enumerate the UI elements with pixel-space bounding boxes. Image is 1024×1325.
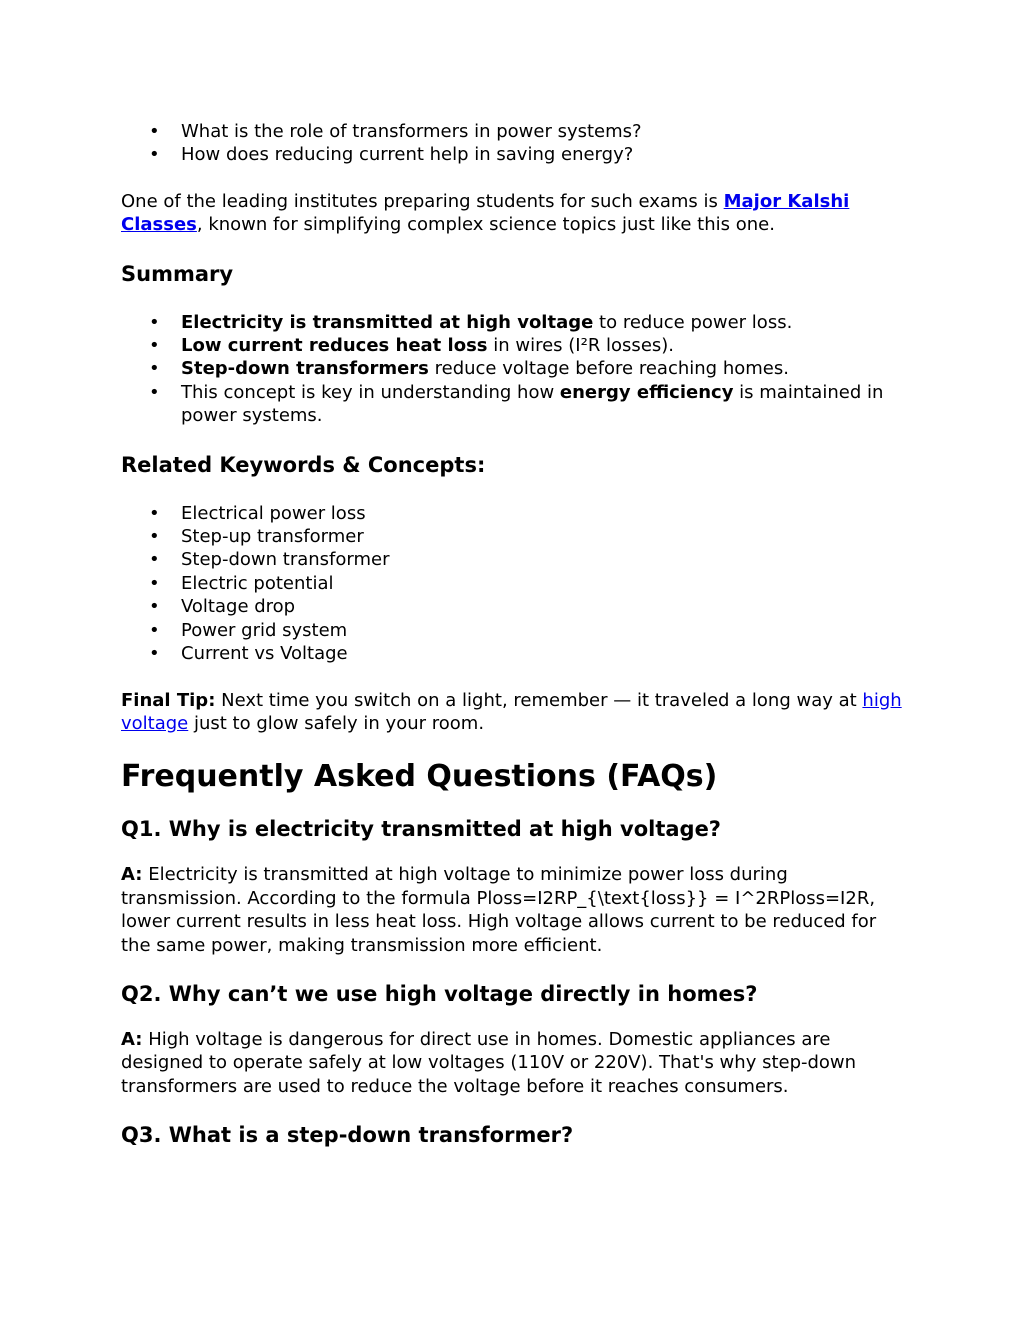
summary-bold: Low current reduces heat loss bbox=[181, 335, 488, 357]
summary-text: This concept is key in understanding how bbox=[181, 381, 560, 403]
intro-text-end: , known for simplifying complex science topics just like this one. bbox=[196, 214, 775, 236]
summary-text: reduce voltage before reaching homes. bbox=[428, 358, 789, 380]
document-page bbox=[121, 120, 911, 1148]
final-tip-text: Next time you switch on a light, remember — it traveled a long way at bbox=[215, 689, 863, 711]
list-item: • Step-up transformer bbox=[181, 525, 911, 548]
intro-paragraph bbox=[121, 190, 911, 237]
list-item: • Electric potential bbox=[181, 572, 911, 595]
keywords-heading: Related Keywords & Concepts: bbox=[121, 452, 486, 477]
answer-text: Electricity is transmitted at high voltage to minimize power loss during transmission. According to the formula Ploss=I2RP_{\text{loss}} = I^2RPloss=I2R, lower current results in less heat loss. High voltage allows current to be reduced for the same power, making transmission more efficient. bbox=[121, 864, 877, 956]
answer-text: High voltage is dangerous for direct use in homes. Domestic appliances are designed to operate safely at low voltages (110V or 220V). That's why step-down transformers are used to reduce the voltage before it reaches consumers. bbox=[121, 1028, 857, 1097]
faq-heading: Frequently Asked Questions (FAQs) bbox=[121, 759, 718, 795]
list-item: • Voltage drop bbox=[181, 595, 911, 618]
list-item: • Current vs Voltage bbox=[181, 642, 911, 665]
summary-bold: energy efficiency bbox=[559, 381, 734, 403]
answer-label: A: bbox=[121, 1028, 143, 1050]
question-list bbox=[121, 120, 911, 167]
list-item bbox=[181, 311, 911, 334]
faq-question-1: Q1. Why is electricity transmitted at high voltage? bbox=[121, 817, 721, 842]
list-item bbox=[181, 357, 911, 380]
summary-list bbox=[121, 311, 911, 428]
list-item bbox=[181, 381, 911, 428]
major-kalshi-classes-link[interactable]: Major Kalshi Classes bbox=[121, 190, 850, 236]
summary-bold: Electricity is transmitted at high voltage bbox=[181, 311, 594, 333]
list-item: • Power grid system bbox=[181, 619, 911, 642]
summary-heading: Summary bbox=[121, 261, 234, 286]
summary-bold: Step-down transformers bbox=[181, 358, 429, 380]
faq-answer-1 bbox=[121, 863, 911, 957]
faq-question-2: Q2. Why can’t we use high voltage directly in homes? bbox=[121, 981, 758, 1006]
list-item: • Step-down transformer bbox=[181, 548, 911, 571]
summary-text: in wires (I²R losses). bbox=[487, 335, 675, 357]
summary-text: to reduce power loss. bbox=[593, 311, 793, 333]
faq-answer-2 bbox=[121, 1028, 911, 1098]
list-item: • How does reducing current help in saving energy? bbox=[181, 143, 911, 166]
final-tip-paragraph bbox=[121, 689, 911, 736]
keywords-list bbox=[121, 502, 911, 666]
final-tip-text-end: just to glow safely in your room. bbox=[188, 712, 485, 734]
high-voltage-link[interactable]: high voltage bbox=[121, 689, 902, 734]
list-item: • Electrical power loss bbox=[181, 502, 911, 525]
final-tip-label: Final Tip: bbox=[121, 689, 216, 711]
answer-label: A: bbox=[121, 864, 143, 886]
faq-question-3: Q3. What is a step-down transformer? bbox=[121, 1123, 574, 1148]
intro-text: One of the leading institutes preparing students for such exams is bbox=[121, 190, 724, 212]
list-item: • What is the role of transformers in power systems? bbox=[181, 120, 911, 143]
summary-text: is maintained in power systems. bbox=[181, 381, 884, 427]
list-item bbox=[181, 334, 911, 357]
